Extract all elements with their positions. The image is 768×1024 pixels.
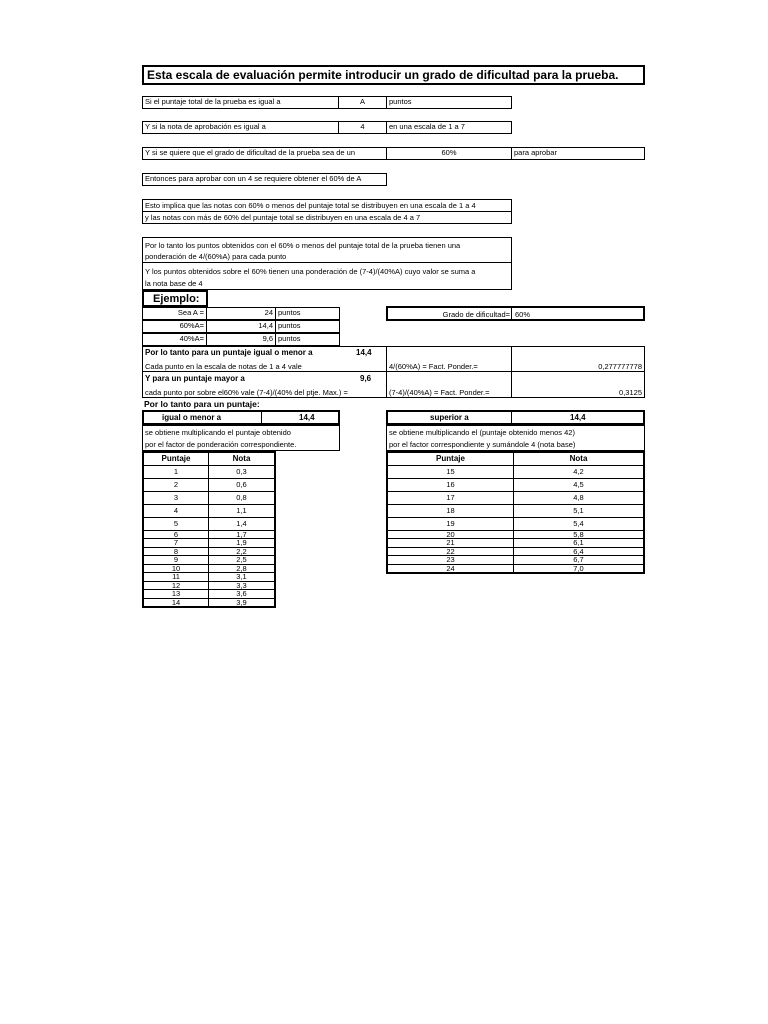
- nota-cell: 4,5: [514, 478, 645, 491]
- table-row: [143, 517, 275, 530]
- nota-cell: 3,9: [209, 598, 276, 607]
- left-block-divider: [261, 412, 262, 423]
- nota-cell: 3,1: [209, 573, 276, 582]
- igual-menor-value: 14,4: [356, 348, 372, 357]
- table-row: [387, 478, 644, 491]
- ponderacion-line4: la nota base de 4: [145, 279, 203, 288]
- mayor-box: [142, 371, 387, 398]
- table-row: [143, 573, 275, 582]
- table-row: [143, 556, 275, 565]
- row3-value: 60%: [386, 147, 512, 160]
- igual-menor-desc: Cada punto en la escala de notas de 1 a 4 vale: [145, 362, 302, 371]
- row4-label: Entonces para aprobar con un 4 se requiere obtener el 60% de A: [142, 173, 387, 186]
- table-row: [387, 504, 644, 517]
- nota-cell: 6,7: [514, 556, 645, 565]
- igual-menor-box: [142, 346, 387, 372]
- puntaje-cell: 21: [387, 539, 514, 548]
- row2-label: Y si la nota de aprobación es igual a: [142, 121, 339, 134]
- factor2-right-box: [511, 371, 645, 398]
- factor1-left-box: [386, 346, 512, 372]
- nota-cell: 1,1: [209, 504, 276, 517]
- puntaje-cell: 14: [143, 598, 209, 607]
- ejemplo-row1-label: Sea A =: [142, 307, 207, 320]
- table-row: [387, 465, 644, 478]
- ponderacion-line3: Y los puntos obtenidos sobre el 60% tienen una ponderación de (7-4)/(40%A) cuyo valor se suma a: [145, 267, 476, 276]
- ponderacion-box-1: [142, 237, 512, 263]
- ponderacion-box-2: [142, 262, 512, 290]
- table-row: [387, 564, 644, 573]
- right-block-desc2: por el factor correspondiente y sumándole 4 (nota base): [389, 440, 576, 449]
- left-block-value: 14,4: [299, 413, 315, 422]
- puntaje-cell: 11: [143, 573, 209, 582]
- puntaje-cell: 4: [143, 504, 209, 517]
- table-row: [387, 556, 644, 565]
- right-block-desc: [386, 425, 645, 451]
- mayor-value: 9,6: [360, 374, 372, 383]
- nota-cell: 4,2: [514, 465, 645, 478]
- puntaje-cell: 3: [143, 491, 209, 504]
- nota-cell: 1,9: [209, 539, 276, 548]
- title-text: Esta escala de evaluación permite introducir un grado de dificultad para la prueba.: [147, 68, 619, 82]
- ejemplo-row2-value: 14,4: [206, 320, 276, 333]
- right-table-header-puntaje: Puntaje: [387, 452, 514, 465]
- puntaje-cell: 23: [387, 556, 514, 565]
- row1-label: Si el puntaje total de la prueba es igual a: [142, 96, 339, 109]
- mayor-desc: cada punto por sobre el60% vale (7-4)/(40% del ptje. Max.) =: [145, 388, 348, 397]
- ejemplo-heading-box: [142, 290, 208, 307]
- row1-value: A: [338, 96, 387, 109]
- row3-unit: para aprobar: [511, 147, 645, 160]
- nota-cell: 2,5: [209, 556, 276, 565]
- factor1-formula: 4/(60%A) = Fact. Ponder.=: [389, 362, 478, 371]
- puntaje-cell: 8: [143, 547, 209, 556]
- puntaje-cell: 6: [143, 530, 209, 539]
- table-row: [143, 547, 275, 556]
- puntaje-cell: 22: [387, 547, 514, 556]
- row1-unit: puntos: [386, 96, 512, 109]
- table-row: [143, 564, 275, 573]
- ejemplo-row3-label: 40%A=: [142, 333, 207, 346]
- nota-cell: 0,3: [209, 465, 276, 478]
- puntaje-cell: 15: [387, 465, 514, 478]
- puntaje-cell: 10: [143, 564, 209, 573]
- ejemplo-row2-unit: puntos: [275, 320, 340, 333]
- right-block-value: 14,4: [570, 413, 586, 422]
- mayor-heading: Y para un puntaje mayor a: [145, 374, 245, 383]
- nota-cell: 6,4: [514, 547, 645, 556]
- table-row: [143, 590, 275, 599]
- left-block-desc1: se obtiene multiplicando el puntaje obtenido: [145, 428, 291, 437]
- factor1-value: 0,277777778: [598, 362, 642, 371]
- puntaje-cell: 5: [143, 517, 209, 530]
- grado-divider: [511, 308, 512, 319]
- left-block-head: [142, 410, 340, 425]
- left-block-desc: [142, 425, 340, 451]
- ejemplo-row2-label: 60%A=: [142, 320, 207, 333]
- nota-cell: 2,8: [209, 564, 276, 573]
- right-block-desc1: se obtiene multiplicando el (puntaje obtenido menos 42): [389, 428, 575, 437]
- left-block-desc2: por el factor de ponderación correspondiente.: [145, 440, 297, 449]
- ejemplo-row3-value: 9,6: [206, 333, 276, 346]
- nota-cell: 5,1: [514, 504, 645, 517]
- nota-cell: 0,8: [209, 491, 276, 504]
- puntaje-cell: 20: [387, 530, 514, 539]
- igual-menor-heading: Por lo tanto para un puntaje igual o menor a: [145, 348, 313, 357]
- nota-cell: 0,6: [209, 478, 276, 491]
- por-tanto-heading: Por lo tanto para un puntaje:: [144, 399, 260, 409]
- left-table-header-nota: Nota: [209, 452, 276, 465]
- nota-cell: 3,6: [209, 590, 276, 599]
- factor2-formula: (7-4)/(40%A) = Fact. Ponder.=: [389, 388, 490, 397]
- table-row: [387, 530, 644, 539]
- ejemplo-row1-unit: puntos: [275, 307, 340, 320]
- nota-cell: 2,2: [209, 547, 276, 556]
- puntaje-cell: 7: [143, 539, 209, 548]
- row2-value: 4: [338, 121, 387, 134]
- table-row: [143, 581, 275, 590]
- right-score-table: [386, 451, 645, 574]
- puntaje-cell: 1: [143, 465, 209, 478]
- table-row: [387, 491, 644, 504]
- left-block-label: igual o menor a: [162, 413, 222, 422]
- puntaje-cell: 17: [387, 491, 514, 504]
- nota-cell: 3,3: [209, 581, 276, 590]
- table-row: [387, 547, 644, 556]
- right-table-header-nota: Nota: [514, 452, 645, 465]
- grado-label: Grado de dificultad=: [442, 310, 510, 319]
- ejemplo-heading: Ejemplo:: [153, 293, 200, 305]
- table-row: [143, 598, 275, 607]
- factor1-right-box: [511, 346, 645, 372]
- puntaje-cell: 13: [143, 590, 209, 599]
- table-row: [387, 517, 644, 530]
- table-row: [143, 504, 275, 517]
- table-row: [143, 539, 275, 548]
- ejemplo-row1-value: 24: [206, 307, 276, 320]
- nota-cell: 1,7: [209, 530, 276, 539]
- puntaje-cell: 18: [387, 504, 514, 517]
- nota-cell: 1,4: [209, 517, 276, 530]
- nota-cell: 5,8: [514, 530, 645, 539]
- right-block-divider: [511, 412, 512, 423]
- puntaje-cell: 12: [143, 581, 209, 590]
- grado-box: [386, 306, 645, 321]
- nota-cell: 6,1: [514, 539, 645, 548]
- nota-cell: 7,0: [514, 564, 645, 573]
- table-row: [143, 530, 275, 539]
- row2-unit: en una escala de 1 a 7: [386, 121, 512, 134]
- nota-cell: 5,4: [514, 517, 645, 530]
- page-title: [142, 65, 645, 85]
- puntaje-cell: 24: [387, 564, 514, 573]
- puntaje-cell: 9: [143, 556, 209, 565]
- right-block-head: [386, 410, 645, 425]
- table-row: [143, 478, 275, 491]
- row3-label: Y si se quiere que el grado de dificultad de la prueba sea de un: [142, 147, 387, 160]
- puntaje-cell: 16: [387, 478, 514, 491]
- ejemplo-row3-unit: puntos: [275, 333, 340, 346]
- factor2-left-box: [386, 371, 512, 398]
- nota-cell: 4,8: [514, 491, 645, 504]
- implica-line1: Esto implica que las notas con 60% o menos del puntaje total se distribuyen en una escala de 1 a 4: [142, 199, 512, 212]
- implica-line2: y las notas con más de 60% del puntaje total se distribuyen en una escala de 4 a 7: [142, 211, 512, 224]
- table-row: [143, 465, 275, 478]
- left-table-header-puntaje: Puntaje: [143, 452, 209, 465]
- table-row: [387, 539, 644, 548]
- ponderacion-line2: ponderación de 4/(60%A) para cada punto: [145, 252, 287, 261]
- grado-value: 60%: [515, 310, 531, 319]
- table-row: [143, 491, 275, 504]
- puntaje-cell: 19: [387, 517, 514, 530]
- ponderacion-line1: Por lo tanto los puntos obtenidos con el 60% o menos del puntaje total de la prueba tienen una: [145, 241, 461, 250]
- puntaje-cell: 2: [143, 478, 209, 491]
- right-block-label: superior a: [430, 413, 469, 422]
- factor2-value: 0,3125: [619, 388, 642, 397]
- left-score-table: [142, 451, 276, 608]
